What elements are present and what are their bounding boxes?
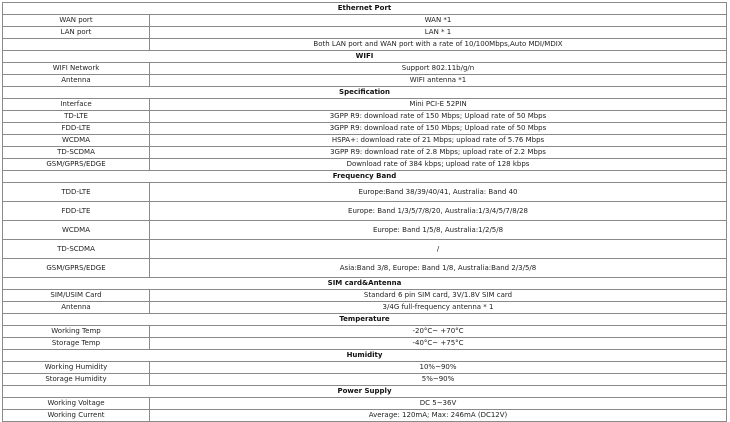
spec-value: HSPA+: download rate of 21 Mbps; upload rate of 5.76 Mbps [150, 135, 727, 147]
table-row [3, 159, 727, 171]
section-title: Power Supply [3, 386, 727, 398]
spec-table-body [3, 3, 727, 422]
spec-label: Interface [3, 99, 150, 111]
spec-value: LAN * 1 [150, 27, 727, 39]
table-row [3, 99, 727, 111]
section-title: WIFI [3, 51, 727, 63]
spec-label: SIM/USIM Card [3, 290, 150, 302]
section-header-wifi [3, 51, 727, 63]
spec-label: Antenna [3, 75, 150, 87]
table-row [3, 302, 727, 314]
table-row [3, 39, 727, 51]
spec-label: TD-SCDMA [3, 147, 150, 159]
section-title: Specification [3, 87, 727, 99]
spec-value: Europe: Band 1/3/5/7/8/20, Australia:1/3/4/5/7/8/28 [150, 202, 727, 221]
spec-value: 3GPP R9: download rate of 150 Mbps; Upload rate of 50 Mbps [150, 123, 727, 135]
spec-label: Working Voltage [3, 398, 150, 410]
table-row [3, 147, 727, 159]
spec-label: FDD-LTE [3, 202, 150, 221]
table-row [3, 240, 727, 259]
table-row [3, 326, 727, 338]
spec-label: GSM/GPRS/EDGE [3, 259, 150, 278]
table-row [3, 135, 727, 147]
table-row [3, 410, 727, 422]
spec-label: Storage Humidity [3, 374, 150, 386]
spec-value: / [150, 240, 727, 259]
section-title: Humidity [3, 350, 727, 362]
spec-label: GSM/GPRS/EDGE [3, 159, 150, 171]
spec-label: TD-LTE [3, 111, 150, 123]
table-row [3, 15, 727, 27]
spec-value: 5%~90% [150, 374, 727, 386]
spec-value: Europe: Band 1/5/8, Australia:1/2/5/8 [150, 221, 727, 240]
spec-value: DC 5~36V [150, 398, 727, 410]
spec-label: TD-SCDMA [3, 240, 150, 259]
table-row [3, 111, 727, 123]
section-title: SIM card&Antenna [3, 278, 727, 290]
section-header-power-supply [3, 386, 727, 398]
table-row [3, 183, 727, 202]
table-row [3, 123, 727, 135]
section-title: Frequency Band [3, 171, 727, 183]
table-row [3, 63, 727, 75]
spec-value: 3GPP R9: download rate of 2.8 Mbps; upload rate of 2.2 Mbps [150, 147, 727, 159]
spec-value: Standard 6 pin SIM card, 3V/1.8V SIM card [150, 290, 727, 302]
table-row [3, 202, 727, 221]
spec-label: Working Temp [3, 326, 150, 338]
spec-label: TDD-LTE [3, 183, 150, 202]
spec-value: WIFI antenna *1 [150, 75, 727, 87]
spec-value: 3GPP R9: download rate of 150 Mbps; Upload rate of 50 Mbps [150, 111, 727, 123]
table-row [3, 374, 727, 386]
spec-sheet [2, 2, 726, 422]
spec-label: WCDMA [3, 221, 150, 240]
spec-value: -20°C~ +70°C [150, 326, 727, 338]
spec-label: WAN port [3, 15, 150, 27]
table-row [3, 362, 727, 374]
spec-value: Download rate of 384 kbps; upload rate of 128 kbps [150, 159, 727, 171]
spec-value: Both LAN port and WAN port with a rate of 10/100Mbps,Auto MDI/MDIX [150, 39, 727, 51]
spec-value: Asia:Band 3/8, Europe: Band 1/8, Australia:Band 2/3/5/8 [150, 259, 727, 278]
table-row [3, 338, 727, 350]
spec-label: Working Humidity [3, 362, 150, 374]
spec-value: Average: 120mA; Max: 246mA (DC12V) [150, 410, 727, 422]
table-row [3, 290, 727, 302]
spec-value: Support 802.11b/g/n [150, 63, 727, 75]
spec-table [2, 2, 727, 422]
section-title: Ethernet Port [3, 3, 727, 15]
section-header-frequency-band [3, 171, 727, 183]
spec-label: Storage Temp [3, 338, 150, 350]
section-header-ethernet-port [3, 3, 727, 15]
spec-value: Europe:Band 38/39/40/41, Australia: Band 40 [150, 183, 727, 202]
section-header-sim-card-antenna [3, 278, 727, 290]
section-title: Temperature [3, 314, 727, 326]
spec-label: WCDMA [3, 135, 150, 147]
section-header-specification [3, 87, 727, 99]
spec-value: WAN *1 [150, 15, 727, 27]
table-row [3, 398, 727, 410]
table-row [3, 221, 727, 240]
spec-label: WIFI Network [3, 63, 150, 75]
spec-value: Mini PCI-E 52PIN [150, 99, 727, 111]
spec-label: LAN port [3, 27, 150, 39]
spec-label: Antenna [3, 302, 150, 314]
spec-label: FDD-LTE [3, 123, 150, 135]
table-row [3, 259, 727, 278]
section-header-temperature [3, 314, 727, 326]
spec-label [3, 39, 150, 51]
table-row [3, 75, 727, 87]
spec-value: 3/4G full-frequency antenna * 1 [150, 302, 727, 314]
table-row [3, 27, 727, 39]
spec-label: Working Current [3, 410, 150, 422]
spec-value: -40°C~ +75°C [150, 338, 727, 350]
section-header-humidity [3, 350, 727, 362]
spec-value: 10%~90% [150, 362, 727, 374]
